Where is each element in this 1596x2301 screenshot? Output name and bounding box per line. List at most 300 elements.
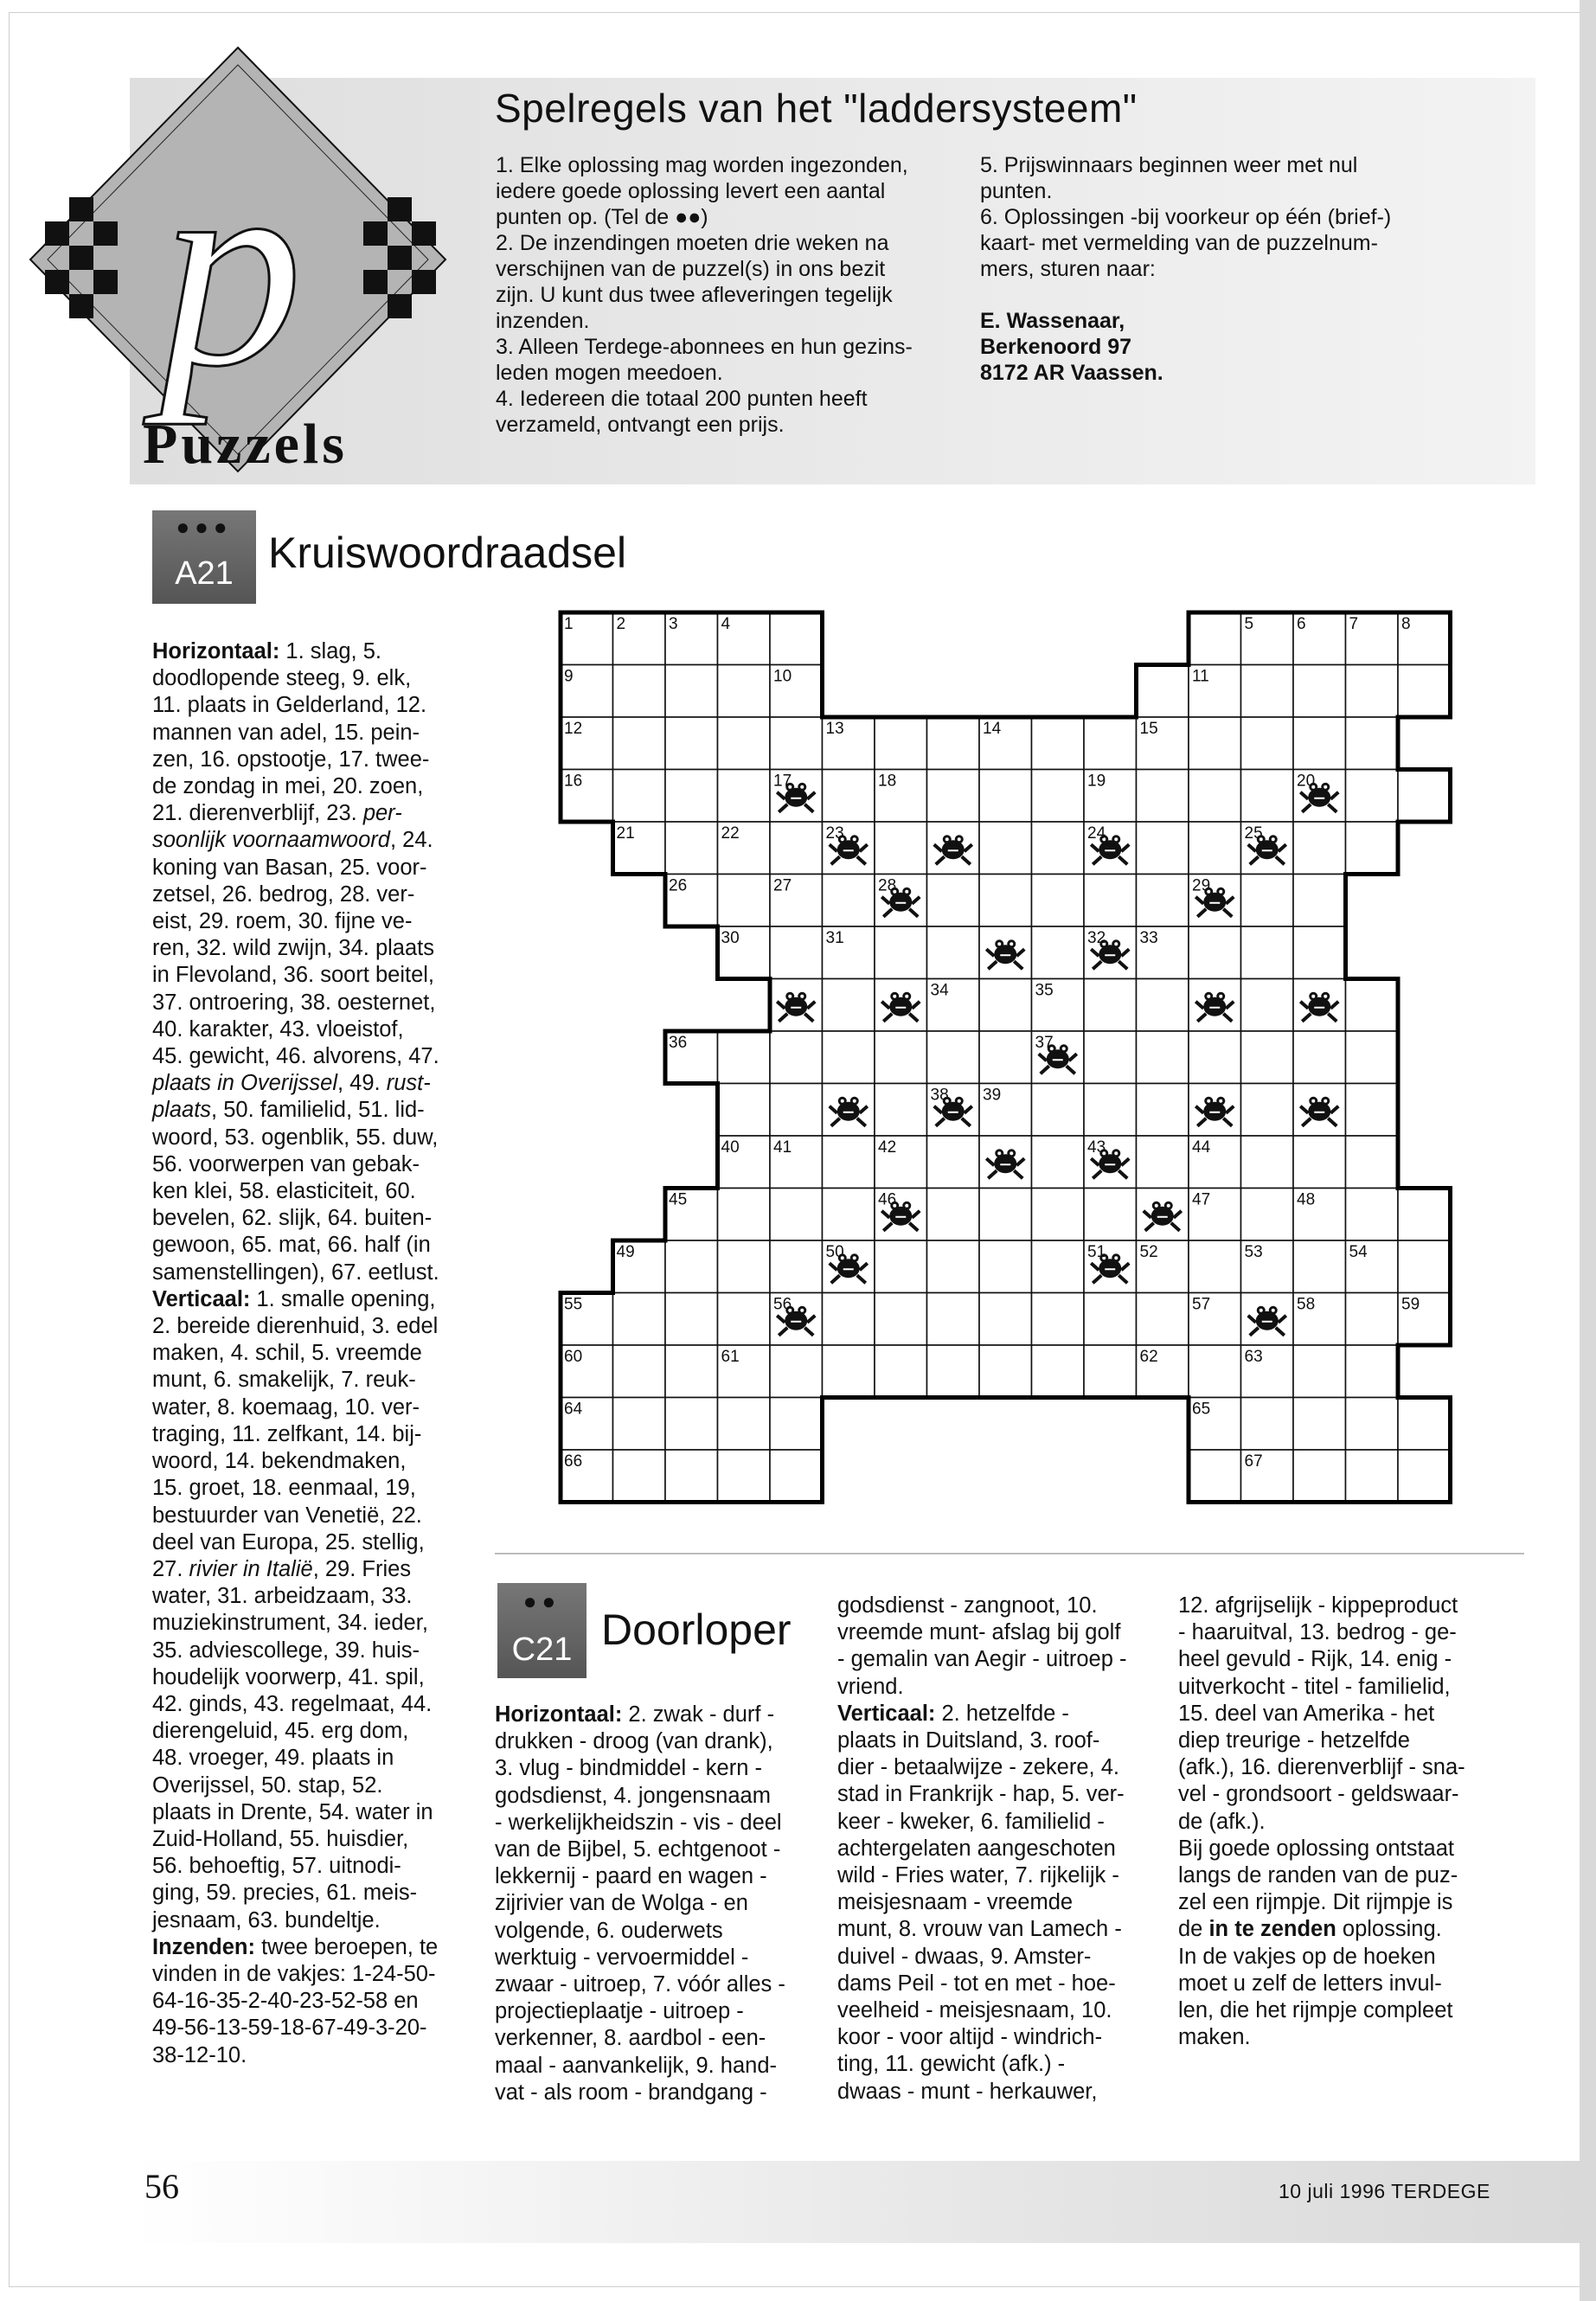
- clue-line: lekkernij - paard en wagen -: [495, 1864, 767, 1889]
- grid-cell[interactable]: [613, 1450, 666, 1503]
- rule-line: 4. Iedereen die totaal 200 punten heeft: [496, 387, 868, 411]
- grid-cell[interactable]: [979, 979, 1032, 1032]
- grid-cell[interactable]: [1241, 926, 1294, 979]
- cell-number: 28: [878, 876, 897, 895]
- rule-line: 6. Oplossingen -bij voorkeur op één (brief-): [980, 205, 1392, 229]
- cell-number: 1: [564, 615, 574, 633]
- grid-cell[interactable]: [1241, 1031, 1294, 1084]
- grid-cell[interactable]: [770, 1084, 823, 1137]
- clue-line: plaats in Overijssel, 49. rust-: [152, 1071, 431, 1096]
- clue-line: water, 8. koemaag, 10. ver-: [152, 1394, 420, 1420]
- grid-cell[interactable]: [875, 1084, 927, 1137]
- grid-cell[interactable]: [613, 770, 666, 823]
- rule-line: kaart- met vermelding van de puzzelnum-: [980, 231, 1378, 255]
- clue-line: Verticaal: 2. hetzelfde -: [837, 1701, 1069, 1726]
- grid-cell[interactable]: [613, 1345, 666, 1398]
- grid-cell[interactable]: [1346, 1031, 1399, 1084]
- grid-cell[interactable]: [823, 979, 875, 1032]
- grid-cell[interactable]: [770, 1240, 823, 1293]
- clue-line: maal - aanvankelijk, 9. hand-: [495, 2053, 778, 2078]
- clue-line: verkenner, 8. aardbol - een-: [495, 2026, 766, 2051]
- cell-number: 6: [1297, 615, 1306, 633]
- clue-line: stad in Frankrijk - hap, 5. ver-: [837, 1782, 1125, 1807]
- clue-line: len, die het rijmpje compleet: [1178, 1998, 1453, 2023]
- rule-line: verschijnen van de puzzel(s) in ons bezit: [496, 257, 886, 281]
- grid-cell[interactable]: [927, 926, 980, 979]
- cell-number: 67: [1244, 1452, 1263, 1471]
- grid-cell[interactable]: [1241, 979, 1294, 1032]
- grid-cell[interactable]: [1189, 1345, 1241, 1398]
- grid-cell[interactable]: [1137, 1084, 1189, 1137]
- clue-line: Inzenden: twee beroepen, te: [152, 1934, 439, 1959]
- grid-cell[interactable]: [770, 822, 823, 875]
- cell-number: 23: [825, 824, 844, 843]
- clue-line: plaats, 50. familielid, 51. lid-: [152, 1098, 425, 1123]
- grid-cell[interactable]: [1241, 665, 1294, 718]
- grid-cell[interactable]: [770, 1450, 823, 1503]
- cell-number: 35: [1035, 981, 1054, 1000]
- clue-line: drukken - droog (van drank),: [495, 1729, 773, 1754]
- grid-cell[interactable]: [1398, 1240, 1451, 1293]
- grid-cell[interactable]: [665, 1240, 718, 1293]
- clue-line: vat - als room - brandgang -: [495, 2080, 767, 2105]
- clue-line: plaats in Duitsland, 3. roof-: [837, 1728, 1100, 1753]
- grid-cell[interactable]: [718, 1293, 771, 1346]
- clue-line: vriend.: [837, 1674, 904, 1699]
- grid-cell[interactable]: [1293, 1031, 1346, 1084]
- grid-cell[interactable]: [1032, 1084, 1085, 1137]
- clue-line: eist, 29. roem, 30. fijne ve-: [152, 909, 413, 934]
- cell-number: 19: [1087, 772, 1106, 791]
- grid-cell[interactable]: [718, 717, 771, 770]
- crossword-grid[interactable]: [554, 606, 1475, 1531]
- rule-line: 5. Prijswinnaars beginnen weer met nul: [980, 153, 1358, 177]
- grid-cell[interactable]: [979, 822, 1032, 875]
- grid-cell[interactable]: [1346, 822, 1399, 875]
- grid-cell[interactable]: [770, 1398, 823, 1451]
- clue-line: langs de randen van de puz-: [1178, 1863, 1458, 1888]
- cell-number: 52: [1139, 1243, 1158, 1261]
- issue-info: 10 juli 1996 TERDEGE: [1279, 2180, 1490, 2202]
- grid-cell[interactable]: [665, 1398, 718, 1451]
- grid-cell[interactable]: [927, 1345, 980, 1398]
- cell-number: 45: [669, 1190, 688, 1209]
- grid-cell[interactable]: [1293, 1136, 1346, 1189]
- clue-line: doodlopende steeg, 9. elk,: [152, 666, 412, 691]
- grid-cell[interactable]: [1084, 875, 1137, 927]
- clue-line: woord, 53. ogenblik, 55. duw,: [152, 1125, 439, 1150]
- grid-cell[interactable]: [718, 1240, 771, 1293]
- grid-cell[interactable]: [1189, 926, 1241, 979]
- grid-cell[interactable]: [1084, 717, 1137, 770]
- clue-line: 15. groet, 18. eenmaal, 19,: [152, 1476, 416, 1501]
- grid-cell[interactable]: [1032, 822, 1085, 875]
- grid-cell[interactable]: [1137, 1136, 1189, 1189]
- grid-cell[interactable]: [1189, 717, 1241, 770]
- grid-cell[interactable]: [875, 1293, 927, 1346]
- cell-number: 44: [1192, 1138, 1211, 1157]
- cell-number: 66: [564, 1452, 583, 1471]
- grid-cell[interactable]: [927, 1240, 980, 1293]
- cell-number: 38: [930, 1086, 949, 1105]
- cell-number: 16: [564, 772, 583, 791]
- grid-cell[interactable]: [613, 717, 666, 770]
- grid-cell[interactable]: [1398, 665, 1451, 718]
- grid-cell[interactable]: [1189, 1240, 1241, 1293]
- clue-line: Horizontaal: 1. slag, 5.: [152, 639, 381, 663]
- clue-line: 64-16-35-2-40-23-52-58 en: [152, 1989, 419, 2014]
- grid-cell[interactable]: [875, 822, 927, 875]
- rule-line: zijn. U kunt dus twee afleveringen tegelijk: [496, 283, 893, 307]
- clue-line: dier - betaalwijze - zekere, 4.: [837, 1755, 1119, 1780]
- grid-cell[interactable]: [927, 1293, 980, 1346]
- clue-line: vinden in de vakjes: 1-24-50-: [152, 1961, 436, 1986]
- clue-line: vreemde munt- afslag bij golf: [837, 1620, 1121, 1645]
- clue-line: deel van Europa, 25. stellig,: [152, 1529, 425, 1554]
- grid-cell[interactable]: [1137, 1031, 1189, 1084]
- rule-line: 2. De inzendingen moeten drie weken na: [496, 231, 889, 255]
- cell-number: 30: [721, 929, 740, 947]
- grid-cell[interactable]: [823, 875, 875, 927]
- clue-line: vel - grondsoort - geldswaar-: [1178, 1782, 1459, 1807]
- clue-line: plaats in Drente, 54. water in: [152, 1799, 433, 1824]
- grid-cell[interactable]: [823, 770, 875, 823]
- clue-line: Overijssel, 50. stap, 52.: [152, 1772, 383, 1798]
- cell-number: 60: [564, 1348, 583, 1366]
- cell-number: 65: [1192, 1400, 1211, 1419]
- grid-cell[interactable]: [1346, 665, 1399, 718]
- cell-number: 61: [721, 1348, 740, 1366]
- grid-cell[interactable]: [770, 1031, 823, 1084]
- cell-number: 3: [669, 615, 678, 633]
- grid-cell[interactable]: [875, 1345, 927, 1398]
- page-edge-shadow: [1580, 0, 1596, 2301]
- address-line: Berkenoord 97: [980, 335, 1132, 359]
- grid-cell[interactable]: [718, 1450, 771, 1503]
- grid-cell[interactable]: [1137, 822, 1189, 875]
- grid-cell[interactable]: [927, 1136, 980, 1189]
- clue-line: godsdienst - zangnoot, 10.: [837, 1593, 1098, 1618]
- grid-cell[interactable]: [823, 1136, 875, 1189]
- rules-title: Spelregels van het "laddersysteem": [495, 86, 1138, 131]
- grid-cell[interactable]: [1293, 1345, 1346, 1398]
- grid-cell[interactable]: [1084, 1031, 1137, 1084]
- clue-line: heel gevuld - Rijk, 14. enig -: [1178, 1647, 1452, 1672]
- cell-number: 39: [983, 1086, 1002, 1105]
- cell-number: 29: [1192, 876, 1211, 895]
- grid-cell[interactable]: [823, 1031, 875, 1084]
- grid-cell[interactable]: [1032, 1345, 1085, 1398]
- clue-line: (afk.), 16. dierenverblijf - sna-: [1178, 1755, 1465, 1780]
- grid-cell[interactable]: [718, 665, 771, 718]
- clue-line: de (afk.).: [1178, 1809, 1266, 1834]
- clue-line: 40. karakter, 43. vloeistof,: [152, 1016, 404, 1042]
- cell-number: 2: [616, 615, 626, 633]
- grid-cell[interactable]: [1189, 612, 1241, 665]
- grid-cell[interactable]: [1137, 770, 1189, 823]
- cell-number: 21: [616, 824, 635, 843]
- grid-cell[interactable]: [1241, 1136, 1294, 1189]
- cell-number: 10: [773, 667, 792, 686]
- grid-cell[interactable]: [1346, 979, 1399, 1032]
- grid-cell[interactable]: [927, 875, 980, 927]
- grid-cell[interactable]: [979, 1031, 1032, 1084]
- grid-cell[interactable]: [1241, 875, 1294, 927]
- grid-cell[interactable]: [1293, 1240, 1346, 1293]
- grid-cell[interactable]: [718, 1398, 771, 1451]
- grid-cell[interactable]: [1189, 822, 1241, 875]
- grid-cell[interactable]: [875, 1240, 927, 1293]
- clue-line: 56. voorwerpen van gebak-: [152, 1151, 420, 1176]
- grid-cell[interactable]: [613, 665, 666, 718]
- cell-number: 49: [616, 1243, 635, 1261]
- grid-cell[interactable]: [979, 875, 1032, 927]
- cell-number: 40: [721, 1138, 740, 1157]
- grid-cell[interactable]: [1032, 1240, 1085, 1293]
- clue-line: wild - Fries water, 7. rijkelijk -: [837, 1863, 1119, 1888]
- a21-title: Kruiswoordraadsel: [268, 529, 627, 577]
- grid-cell[interactable]: [1293, 875, 1346, 927]
- grid-cell[interactable]: [718, 1084, 771, 1137]
- clue-line: 49-56-13-59-18-67-49-3-20-: [152, 2016, 427, 2041]
- grid-cell[interactable]: [613, 1398, 666, 1451]
- grid-cell[interactable]: [665, 665, 718, 718]
- clue-line: 48. vroeger, 49. plaats in: [152, 1746, 394, 1771]
- grid-cell[interactable]: [718, 1189, 771, 1241]
- clue-line: mannen van adel, 15. pein-: [152, 720, 420, 745]
- grid-cell[interactable]: [1293, 717, 1346, 770]
- clue-line: meisjesnaam - vreemde: [837, 1890, 1074, 1915]
- cell-number: 62: [1139, 1348, 1158, 1366]
- grid-cell[interactable]: [665, 1293, 718, 1346]
- cell-number: 56: [773, 1295, 792, 1314]
- clue-line: houdelijk voorwerp, 41. spil,: [152, 1664, 425, 1689]
- cell-number: 8: [1401, 615, 1411, 633]
- grid-cell[interactable]: [1346, 1136, 1399, 1189]
- cell-number: 13: [825, 720, 844, 738]
- grid-cell[interactable]: [665, 1345, 718, 1398]
- rule-line: 3. Alleen Terdege-abonnees en hun gezins-: [496, 335, 913, 359]
- grid-cell[interactable]: [1137, 665, 1189, 718]
- grid-cell[interactable]: [770, 1345, 823, 1398]
- cell-number: 46: [878, 1190, 897, 1209]
- grid-cell[interactable]: [1346, 770, 1399, 823]
- grid-cell[interactable]: [718, 1031, 771, 1084]
- clue-line: woord, 14. bekendmaken,: [152, 1449, 407, 1474]
- rules-right-column: [980, 152, 1465, 386]
- cell-number: 25: [1244, 824, 1263, 843]
- clue-line: 27. rivier in Italië, 29. Fries: [152, 1556, 412, 1581]
- clue-line: dierengeluid, 45. erg dom,: [152, 1719, 409, 1744]
- grid-cell[interactable]: [665, 1450, 718, 1503]
- cell-number: 5: [1244, 615, 1254, 633]
- grid-cell[interactable]: [1032, 875, 1085, 927]
- rule-line: punten op. (Tel de ●●): [496, 205, 708, 229]
- grid-cell[interactable]: [770, 717, 823, 770]
- grid-cell[interactable]: [823, 1189, 875, 1241]
- grid-cell[interactable]: [1398, 1189, 1451, 1241]
- clue-line: zen, 16. opstootje, 17. twee-: [152, 747, 430, 772]
- grid-cell[interactable]: [1189, 770, 1241, 823]
- grid-cell[interactable]: [979, 770, 1032, 823]
- grid-cell[interactable]: [1346, 717, 1399, 770]
- clue-line: duivel - dwaas, 9. Amster-: [837, 1944, 1092, 1969]
- cell-number: 11: [1192, 667, 1209, 686]
- grid-cell[interactable]: [1084, 1189, 1137, 1241]
- grid-cell[interactable]: [613, 1293, 666, 1346]
- cell-number: 57: [1192, 1295, 1211, 1314]
- grid-cell[interactable]: [665, 770, 718, 823]
- cell-number: 50: [825, 1243, 844, 1261]
- rule-line: leden mogen meedoen.: [496, 361, 723, 385]
- grid-cell[interactable]: [1032, 1136, 1085, 1189]
- clue-line: munt, 8. vrouw van Lamech -: [837, 1917, 1122, 1942]
- grid-cell[interactable]: [1346, 1345, 1399, 1398]
- cell-number: 22: [721, 824, 740, 843]
- clue-line: muziekinstrument, 34. ieder,: [152, 1611, 428, 1636]
- cell-number: 47: [1192, 1190, 1211, 1209]
- clue-line: 21. dierenverblijf, 23. per-: [152, 801, 402, 826]
- grid-cell[interactable]: [1241, 717, 1294, 770]
- grid-cell[interactable]: [1241, 1398, 1294, 1451]
- rule-line: 1. Elke oplossing mag worden ingezonden,: [496, 153, 908, 177]
- a21-badge: [152, 510, 256, 604]
- cell-number: 58: [1297, 1295, 1316, 1314]
- logo-letter: p: [160, 110, 303, 426]
- grid-cell[interactable]: [718, 875, 771, 927]
- grid-cell[interactable]: [1293, 665, 1346, 718]
- clue-line: bevelen, 62. slijk, 64. buiten-: [152, 1206, 433, 1231]
- c21-badge: [497, 1583, 586, 1678]
- grid-cell[interactable]: [1032, 1189, 1085, 1241]
- clue-line: uitverkocht - titel - familielid,: [1178, 1674, 1451, 1699]
- grid-cell[interactable]: [1137, 979, 1189, 1032]
- clue-line: 15. deel van Amerika - het: [1178, 1701, 1435, 1726]
- grid-cell[interactable]: [1398, 1398, 1451, 1451]
- grid-cell[interactable]: [1293, 926, 1346, 979]
- grid-cell[interactable]: [927, 1189, 980, 1241]
- clue-line: koor - voor altijd - windrich-: [837, 2025, 1103, 2050]
- grid-cell[interactable]: [1346, 1398, 1399, 1451]
- grid-cell[interactable]: [1346, 1293, 1399, 1346]
- grid-cell[interactable]: [665, 717, 718, 770]
- grid-cell[interactable]: [875, 1031, 927, 1084]
- grid-cell[interactable]: [979, 1345, 1032, 1398]
- grid-cell[interactable]: [1084, 1345, 1137, 1398]
- grid-cell[interactable]: [823, 1345, 875, 1398]
- puzzels-logo: [0, 0, 484, 554]
- clue-line: 11. plaats in Gelderland, 12.: [152, 693, 427, 718]
- cell-number: 31: [825, 929, 844, 947]
- cell-number: 48: [1297, 1190, 1316, 1209]
- cell-number: 7: [1349, 615, 1359, 633]
- grid-cell[interactable]: [1137, 875, 1189, 927]
- difficulty-dots: ●●●: [176, 514, 233, 540]
- cell-number: 17: [773, 772, 792, 791]
- grid-cell[interactable]: [979, 1189, 1032, 1241]
- clue-line: traging, 11. zelfkant, 14. bij-: [152, 1421, 422, 1446]
- grid-cell[interactable]: [1032, 717, 1085, 770]
- clue-line: 56. behoeftig, 57. uitnodi-: [152, 1854, 401, 1879]
- clue-line: 35. adviescollege, 39. huis-: [152, 1638, 420, 1663]
- grid-cell[interactable]: [1346, 1189, 1399, 1241]
- cell-number: 20: [1297, 772, 1316, 791]
- grid-cell[interactable]: [1189, 1450, 1241, 1503]
- clue-line: godsdienst, 4. jongensnaam: [495, 1783, 771, 1808]
- grid-cell[interactable]: [1241, 1189, 1294, 1241]
- clue-line: moet u zelf de letters invul-: [1178, 1971, 1442, 1996]
- cell-number: 54: [1349, 1243, 1368, 1261]
- grid-cell[interactable]: [1398, 770, 1451, 823]
- grid-cell[interactable]: [1032, 926, 1085, 979]
- logo-word: Puzzels: [143, 413, 348, 476]
- grid-cell[interactable]: [718, 770, 771, 823]
- clue-line: jesnaam, 63. bundeltje.: [152, 1907, 381, 1932]
- clue-line: 45. gewicht, 46. alvorens, 47.: [152, 1044, 439, 1069]
- grid-cell[interactable]: [1084, 1293, 1137, 1346]
- grid-cell[interactable]: [1398, 1450, 1451, 1503]
- grid-cell[interactable]: [1189, 1031, 1241, 1084]
- clue-line: Verticaal: 1. smalle opening,: [152, 1286, 436, 1311]
- grid-cell[interactable]: [1346, 1450, 1399, 1503]
- clue-line: koning van Basan, 25. voor-: [152, 855, 427, 880]
- grid-cell[interactable]: [1241, 1084, 1294, 1137]
- grid-cell[interactable]: [927, 770, 980, 823]
- grid-cell[interactable]: [1084, 979, 1137, 1032]
- cell-number: 18: [878, 772, 897, 791]
- cell-number: 55: [564, 1295, 583, 1314]
- grid-cell[interactable]: [927, 717, 980, 770]
- clue-line: munt, 6. smakelijk, 7. reuk-: [152, 1368, 416, 1393]
- grid-cell[interactable]: [979, 1240, 1032, 1293]
- grid-cell[interactable]: [1137, 1293, 1189, 1346]
- grid-cell[interactable]: [1032, 770, 1085, 823]
- grid-cell[interactable]: [875, 926, 927, 979]
- rule-line: verzameld, ontvangt een prijs.: [496, 413, 785, 437]
- grid-cell[interactable]: [1293, 822, 1346, 875]
- grid-cell[interactable]: [770, 612, 823, 665]
- c21-clues-col2: [837, 1593, 1157, 2106]
- grid-cell[interactable]: [1032, 1293, 1085, 1346]
- cell-number: 15: [1139, 720, 1158, 738]
- clue-line: 37. ontroering, 38. oesternet,: [152, 990, 436, 1015]
- page-number: 56: [144, 2167, 179, 2206]
- clue-line: ken klei, 58. elasticiteit, 60.: [152, 1179, 416, 1204]
- difficulty-dots: ●●: [522, 1588, 561, 1614]
- grid-cell[interactable]: [1346, 1084, 1399, 1137]
- cell-number: 14: [983, 720, 1002, 738]
- grid-cell[interactable]: [770, 1189, 823, 1241]
- clue-line: dwaas - munt - herkauwer,: [837, 2079, 1098, 2104]
- clue-line: zel een rijmpje. Dit rijmpje is: [1178, 1890, 1453, 1915]
- grid-cell[interactable]: [665, 822, 718, 875]
- grid-cell[interactable]: [1293, 1398, 1346, 1451]
- grid-cell[interactable]: [770, 926, 823, 979]
- grid-cell[interactable]: [875, 717, 927, 770]
- puzzle-code: A21: [175, 555, 234, 592]
- grid-cell[interactable]: [823, 1293, 875, 1346]
- grid-cell[interactable]: [927, 1031, 980, 1084]
- grid-cell[interactable]: [1084, 1084, 1137, 1137]
- clue-line: - haaruitval, 13. bedrog - ge-: [1178, 1620, 1457, 1645]
- grid-cell[interactable]: [979, 1293, 1032, 1346]
- grid-cell[interactable]: [1293, 1450, 1346, 1503]
- clue-line: keer - kweker, 6. familielid -: [837, 1809, 1105, 1834]
- grid-cell[interactable]: [1241, 770, 1294, 823]
- clue-line: achtergelaten aangeschoten: [837, 1836, 1116, 1861]
- cell-number: 59: [1401, 1295, 1420, 1314]
- clue-line: water, 31. arbeidzaam, 33.: [152, 1584, 413, 1609]
